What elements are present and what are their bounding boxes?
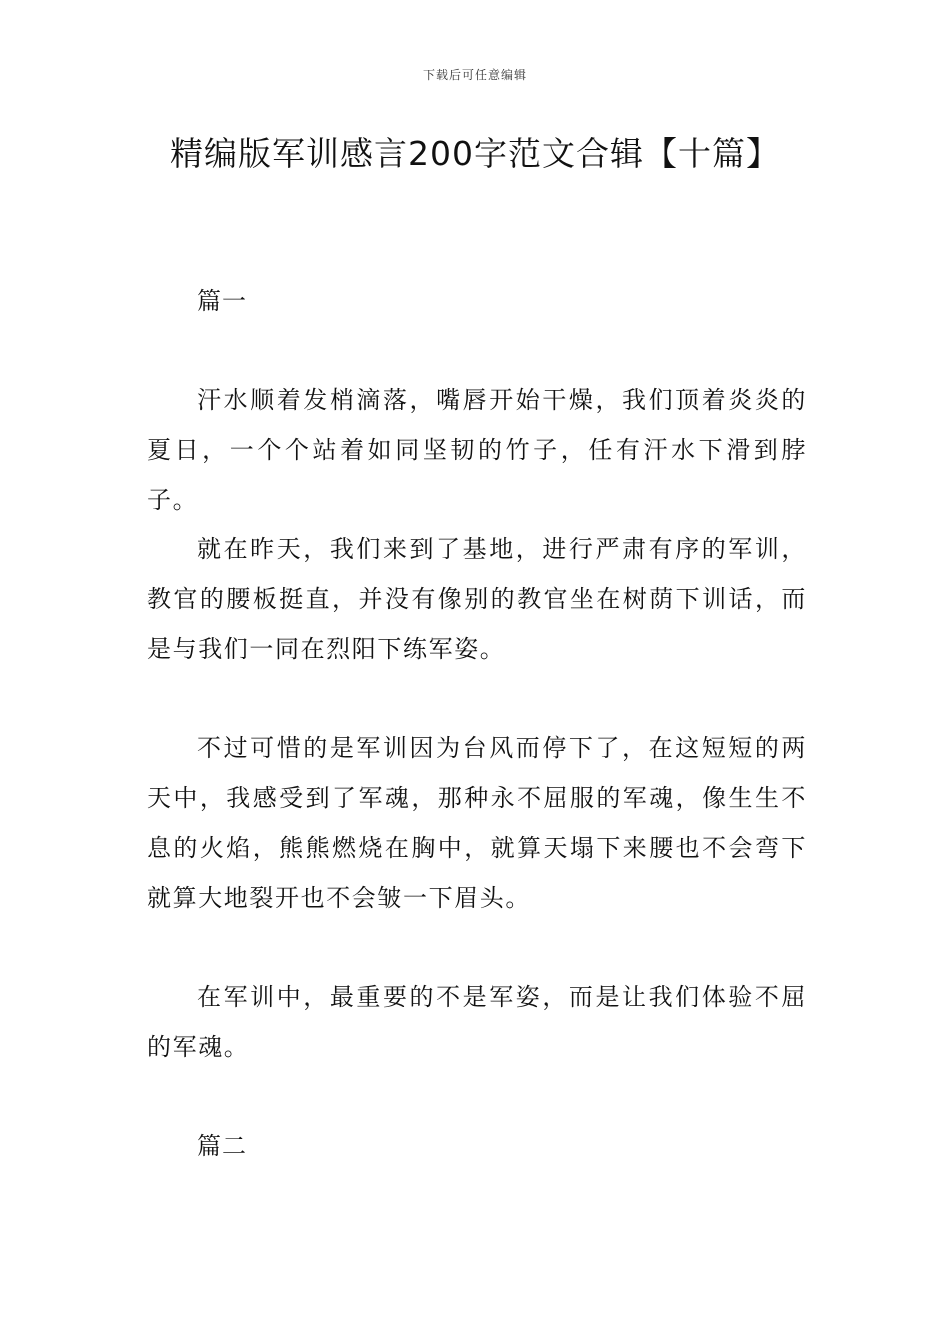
- paragraph-4: 在军训中，最重要的不是军姿，而是让我们体验不屈的军魂。: [147, 983, 807, 1061]
- paragraph-1: 汗水顺着发梢滴落，嘴唇开始干燥，我们顶着炎炎的夏日，一个个站着如同坚韧的竹子，任有汗水下滑到脖子。: [147, 386, 807, 514]
- section-heading-2: 篇二: [197, 1132, 247, 1160]
- paragraph-3: 不过可惜的是军训因为台风而停下了，在这短短的两天中，我感受到了军魂，那种永不屈服的军魂，像生生不息的火焰，熊熊燃烧在胸中，就算天塌下来腰也不会弯下就算大地裂开也不会皱一下眉头。: [147, 734, 807, 912]
- paragraph-2: 就在昨天，我们来到了基地，进行严肃有序的军训，教官的腰板挺直，并没有像别的教官坐在树荫下训话，而是与我们一同在烈阳下练军姿。: [147, 535, 807, 663]
- section-heading-1: 篇一: [197, 287, 247, 315]
- document-title: 精编版军训感言200字范文合辑【十篇】: [170, 134, 780, 173]
- header-note: 下载后可任意编辑: [422, 68, 527, 82]
